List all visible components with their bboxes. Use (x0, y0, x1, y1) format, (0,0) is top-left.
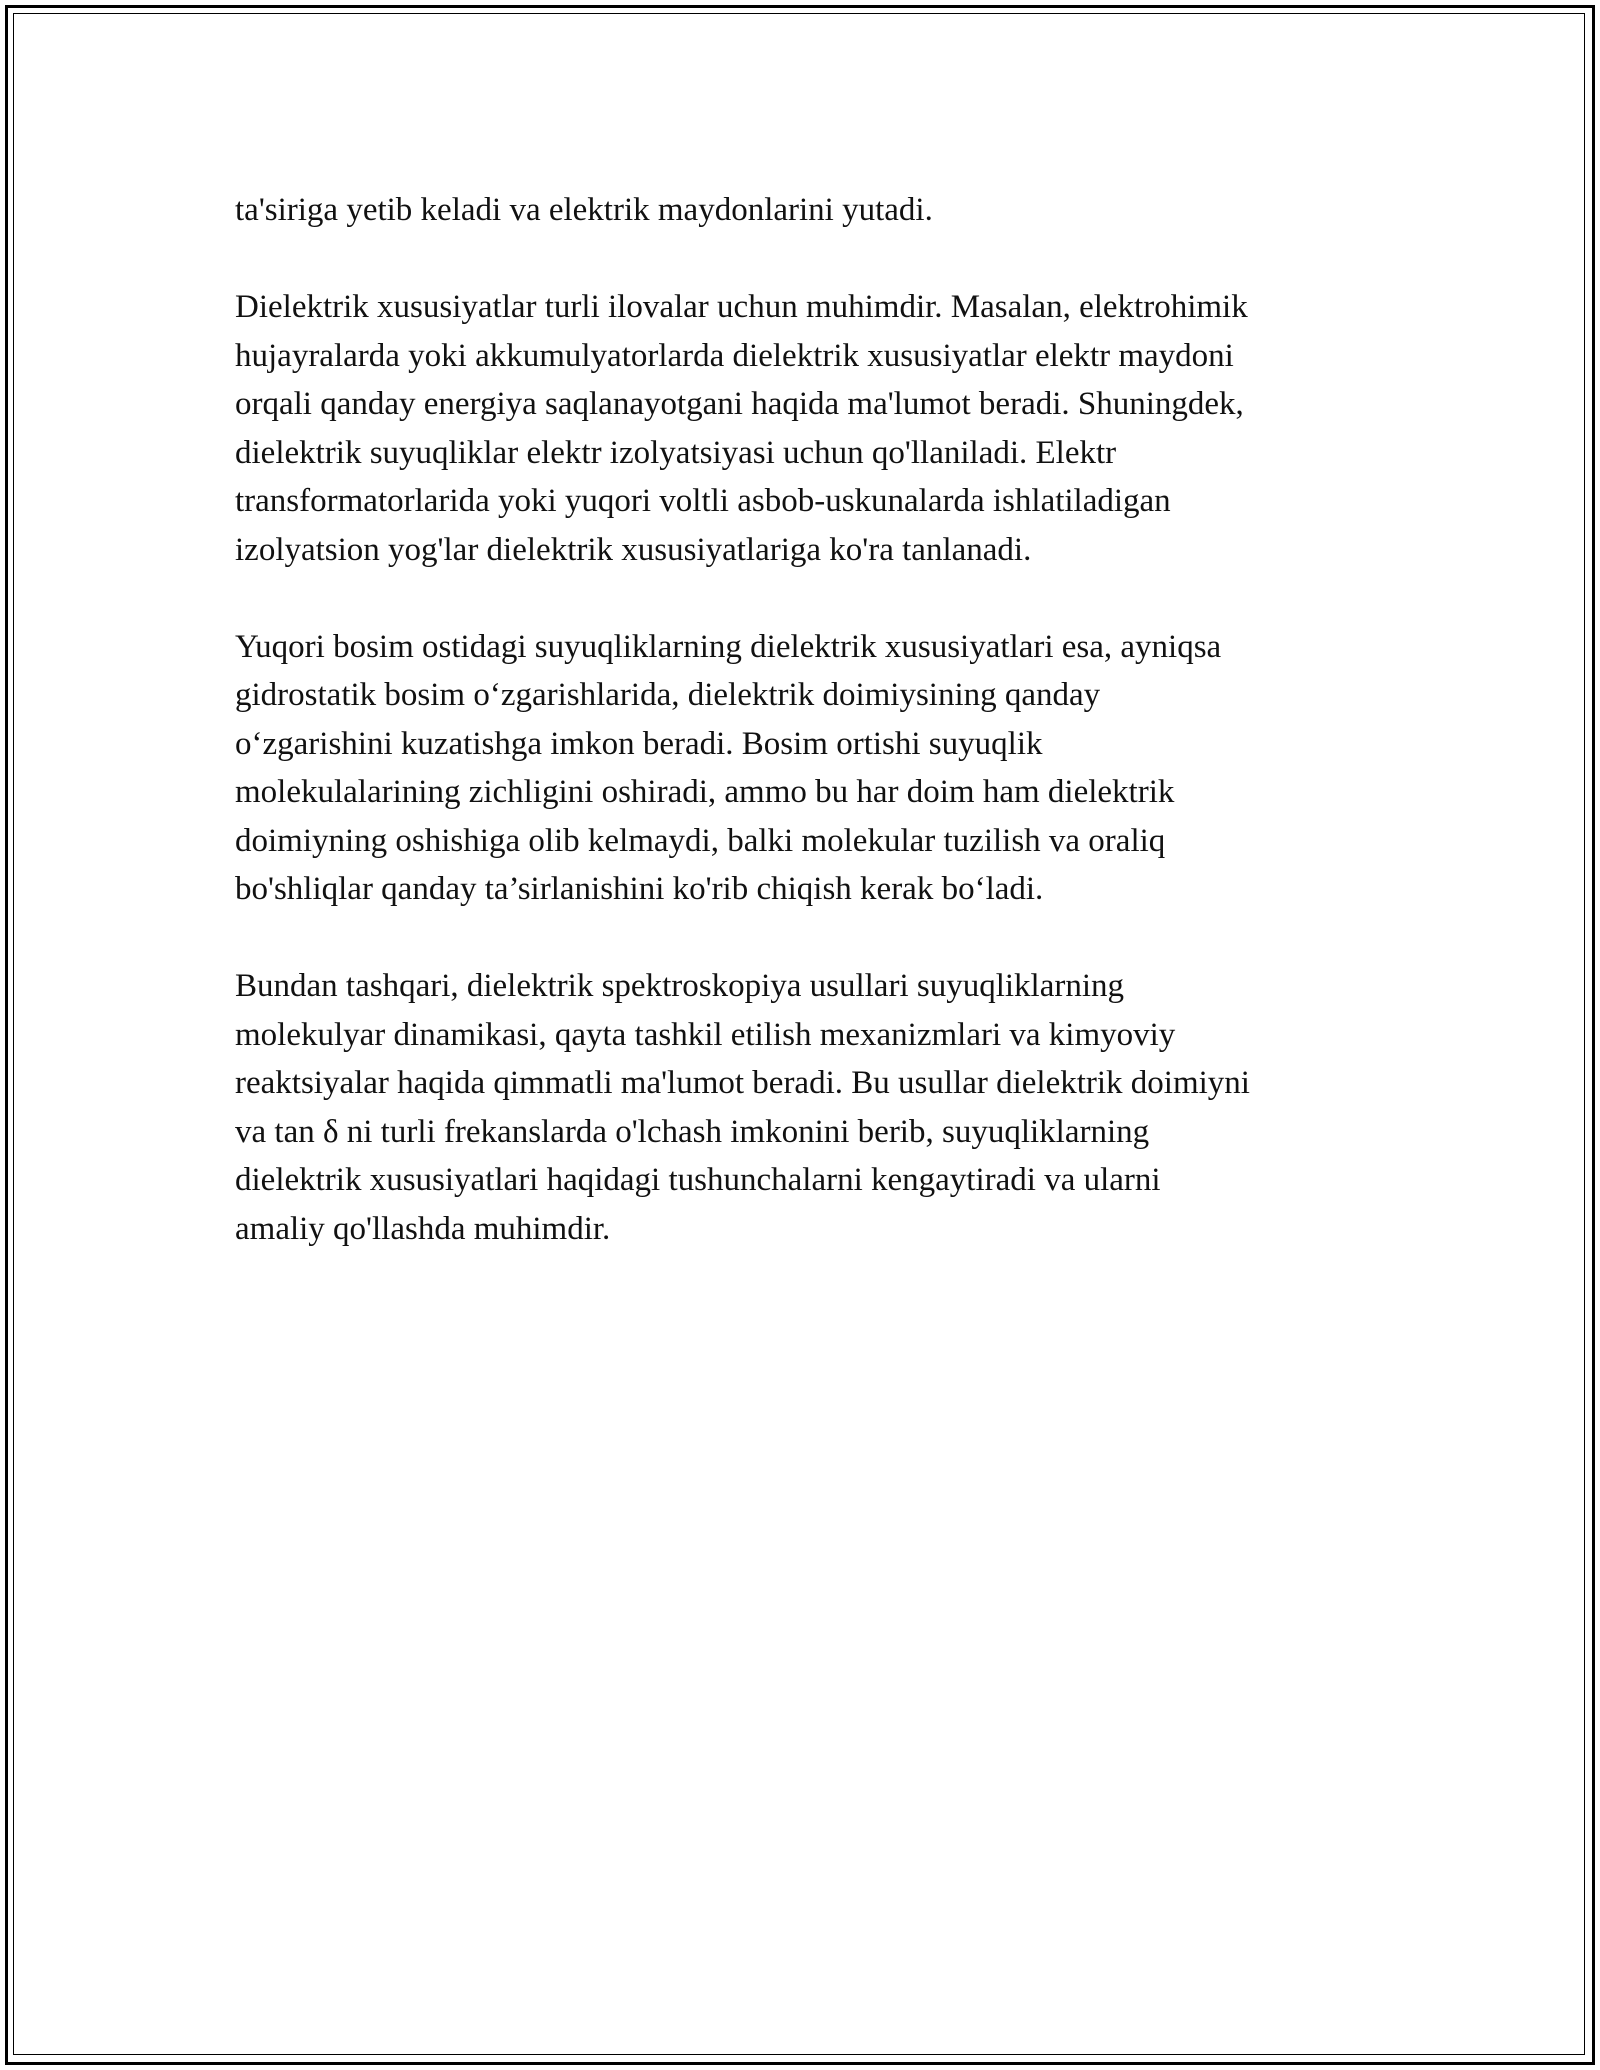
paragraph-line: orqali qanday energiya saqlanayotgani haqida ma'lumot beradi. Shuningdek, (235, 386, 1244, 422)
paragraph-line: va tan δ ni turli frekanslarda o'lchash imkonini berib, suyuqliklarning (235, 1113, 1150, 1150)
paragraph-line: bo'shliqlar qanday ta’sirlanishini ko'rib chiqish kerak boʻladi. (235, 871, 1044, 907)
document-body (235, 186, 1385, 1302)
paragraph-line: hujayralarda yoki akkumulyatorlarda dielektrik xususiyatlar elektr maydoni (235, 337, 1234, 374)
paragraph-line: doimiyning oshishiga olib kelmaydi, balki molekular tuzilish va oraliq (235, 822, 1166, 859)
paragraph-4 (235, 962, 1385, 1253)
paragraph-line: reaktsiyalar haqida qimmatli ma'lumot beradi. Bu usullar dielektrik doimiyni (235, 1065, 1250, 1101)
paragraph-line: Dielektrik xususiyatlar turli ilovalar uchun muhimdir. Masalan, elektrohimik (235, 289, 1248, 325)
paragraph-line: dielektrik suyuqliklar elektr izolyatsiyasi uchun qo'llaniladi. Elektr (235, 434, 1117, 471)
paragraph-line: molekulalarining zichligini oshiradi, ammo bu har doim ham dielektrik (235, 774, 1175, 810)
paragraph-line: gidrostatik bosim oʻzgarishlarida, dielektrik doimiysining qanday (235, 677, 1101, 713)
paragraph-line: molekulyar dinamikasi, qayta tashkil etilish mexanizmlari va kimyoviy (235, 1016, 1176, 1053)
paragraph-line: ta'siriga yetib keladi va elektrik maydonlarini yutadi. (235, 192, 933, 228)
paragraph-2 (235, 283, 1385, 574)
paragraph-line: oʻzgarishini kuzatishga imkon beradi. Bosim ortishi suyuqlik (235, 725, 1043, 762)
paragraph-line: amaliy qo'llashda muhimdir. (235, 1210, 611, 1247)
paragraph-3 (235, 623, 1385, 914)
paragraph-line: izolyatsion yog'lar dielektrik xususiyatlariga ko'ra tanlanadi. (235, 531, 1032, 568)
paragraph-1 (235, 186, 1385, 235)
paragraph-line: transformatorlarida yoki yuqori voltli asbob-uskunalarda ishlatiladigan (235, 483, 1171, 519)
paragraph-line: Yuqori bosim ostidagi suyuqliklarning dielektrik xususiyatlari esa, ayniqsa (235, 628, 1222, 665)
paragraph-line: dielektrik xususiyatlari haqidagi tushunchalarni kengaytiradi va ularni (235, 1162, 1161, 1198)
paragraph-line: Bundan tashqari, dielektrik spektroskopiya usullari suyuqliklarning (235, 968, 1125, 1004)
